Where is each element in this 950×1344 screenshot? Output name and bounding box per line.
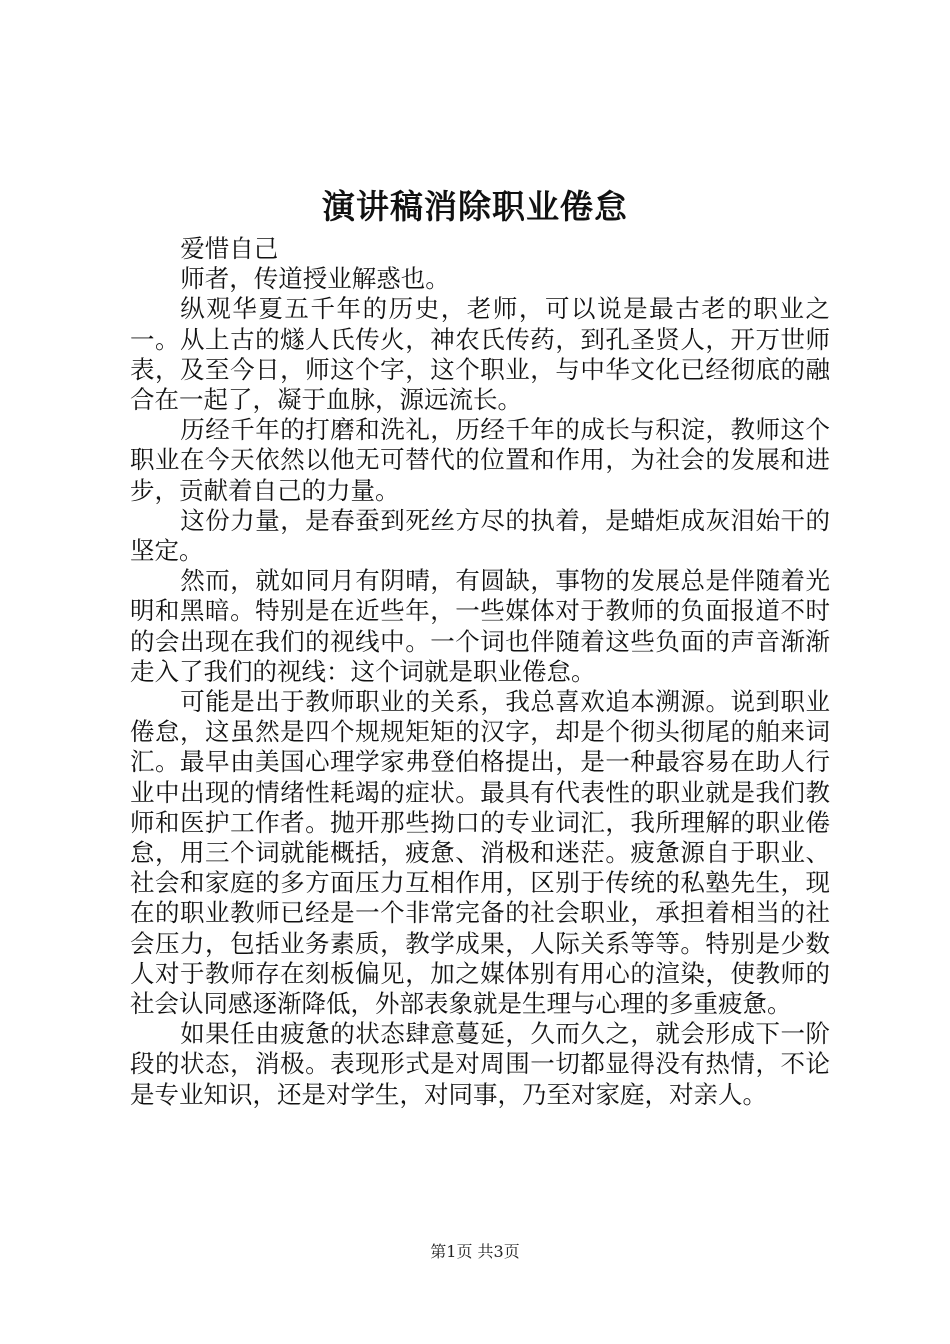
- paragraph: 历经千年的打磨和洗礼，历经千年的成长与积淀，教师这个职业在今天依然以他无可替代的位置和作用，为社会的发展和进步，贡献着自己的力量。: [130, 415, 830, 505]
- paragraph: 如果任由疲惫的状态肆意蔓延，久而久之，就会形成下一阶段的状态，消极。表现形式是对周围一切都显得没有热情，不论是专业知识，还是对学生，对同事，乃至对家庭，对亲人。: [130, 1019, 830, 1109]
- document-body: [130, 234, 830, 1110]
- document-title: 演讲稿消除职业倦怠: [322, 187, 628, 226]
- paragraph: 这份力量，是春蚕到死丝方尽的执着，是蜡炬成灰泪始干的坚定。: [130, 505, 830, 566]
- paragraph: 可能是出于教师职业的关系，我总喜欢追本溯源。说到职业倦怠，这虽然是四个规规矩矩的汉字，却是个彻头彻尾的舶来词汇。最早由美国心理学家弗登伯格提出，是一种最容易在助人行业中出现的情绪性耗竭的症状。最具有代表性的职业就是我们教师和医护工作者。抛开那些拗口的专业词汇，我所理解的职业倦怠，用三个词就能概括，疲惫、消极和迷茫。疲惫源自于职业、社会和家庭的多方面压力互相作用，区别于传统的私塾先生，现在的职业教师已经是一个非常完备的社会职业，承担着相当的社会压力，包括业务素质，教学成果，人际关系等等。特别是少数人对于教师存在刻板偏见，加之媒体别有用心的渲染，使教师的社会认同感逐渐降低，外部表象就是生理与心理的多重疲惫。: [130, 687, 830, 1019]
- page-number-footer: 第1页 共3页: [430, 1242, 520, 1261]
- paragraph: 纵观华夏五千年的历史，老师，可以说是最古老的职业之一。从上古的燧人氏传火，神农氏传药，到孔圣贤人，开万世师表，及至今日，师这个字，这个职业，与中华文化已经彻底的融合在一起了，凝于血脉，源远流长。: [130, 294, 830, 415]
- paragraph: 爱惜自己: [180, 234, 279, 263]
- paragraph: 师者，传道授业解惑也。: [180, 264, 450, 294]
- paragraph: 然而，就如同月有阴晴，有圆缺，事物的发展总是伴随着光明和黑暗。特别是在近些年，一些媒体对于教师的负面报道不时的会出现在我们的视线中。一个词也伴随着这些负面的声音渐渐走入了我们的视线：这个词就是职业倦怠。: [130, 566, 830, 686]
